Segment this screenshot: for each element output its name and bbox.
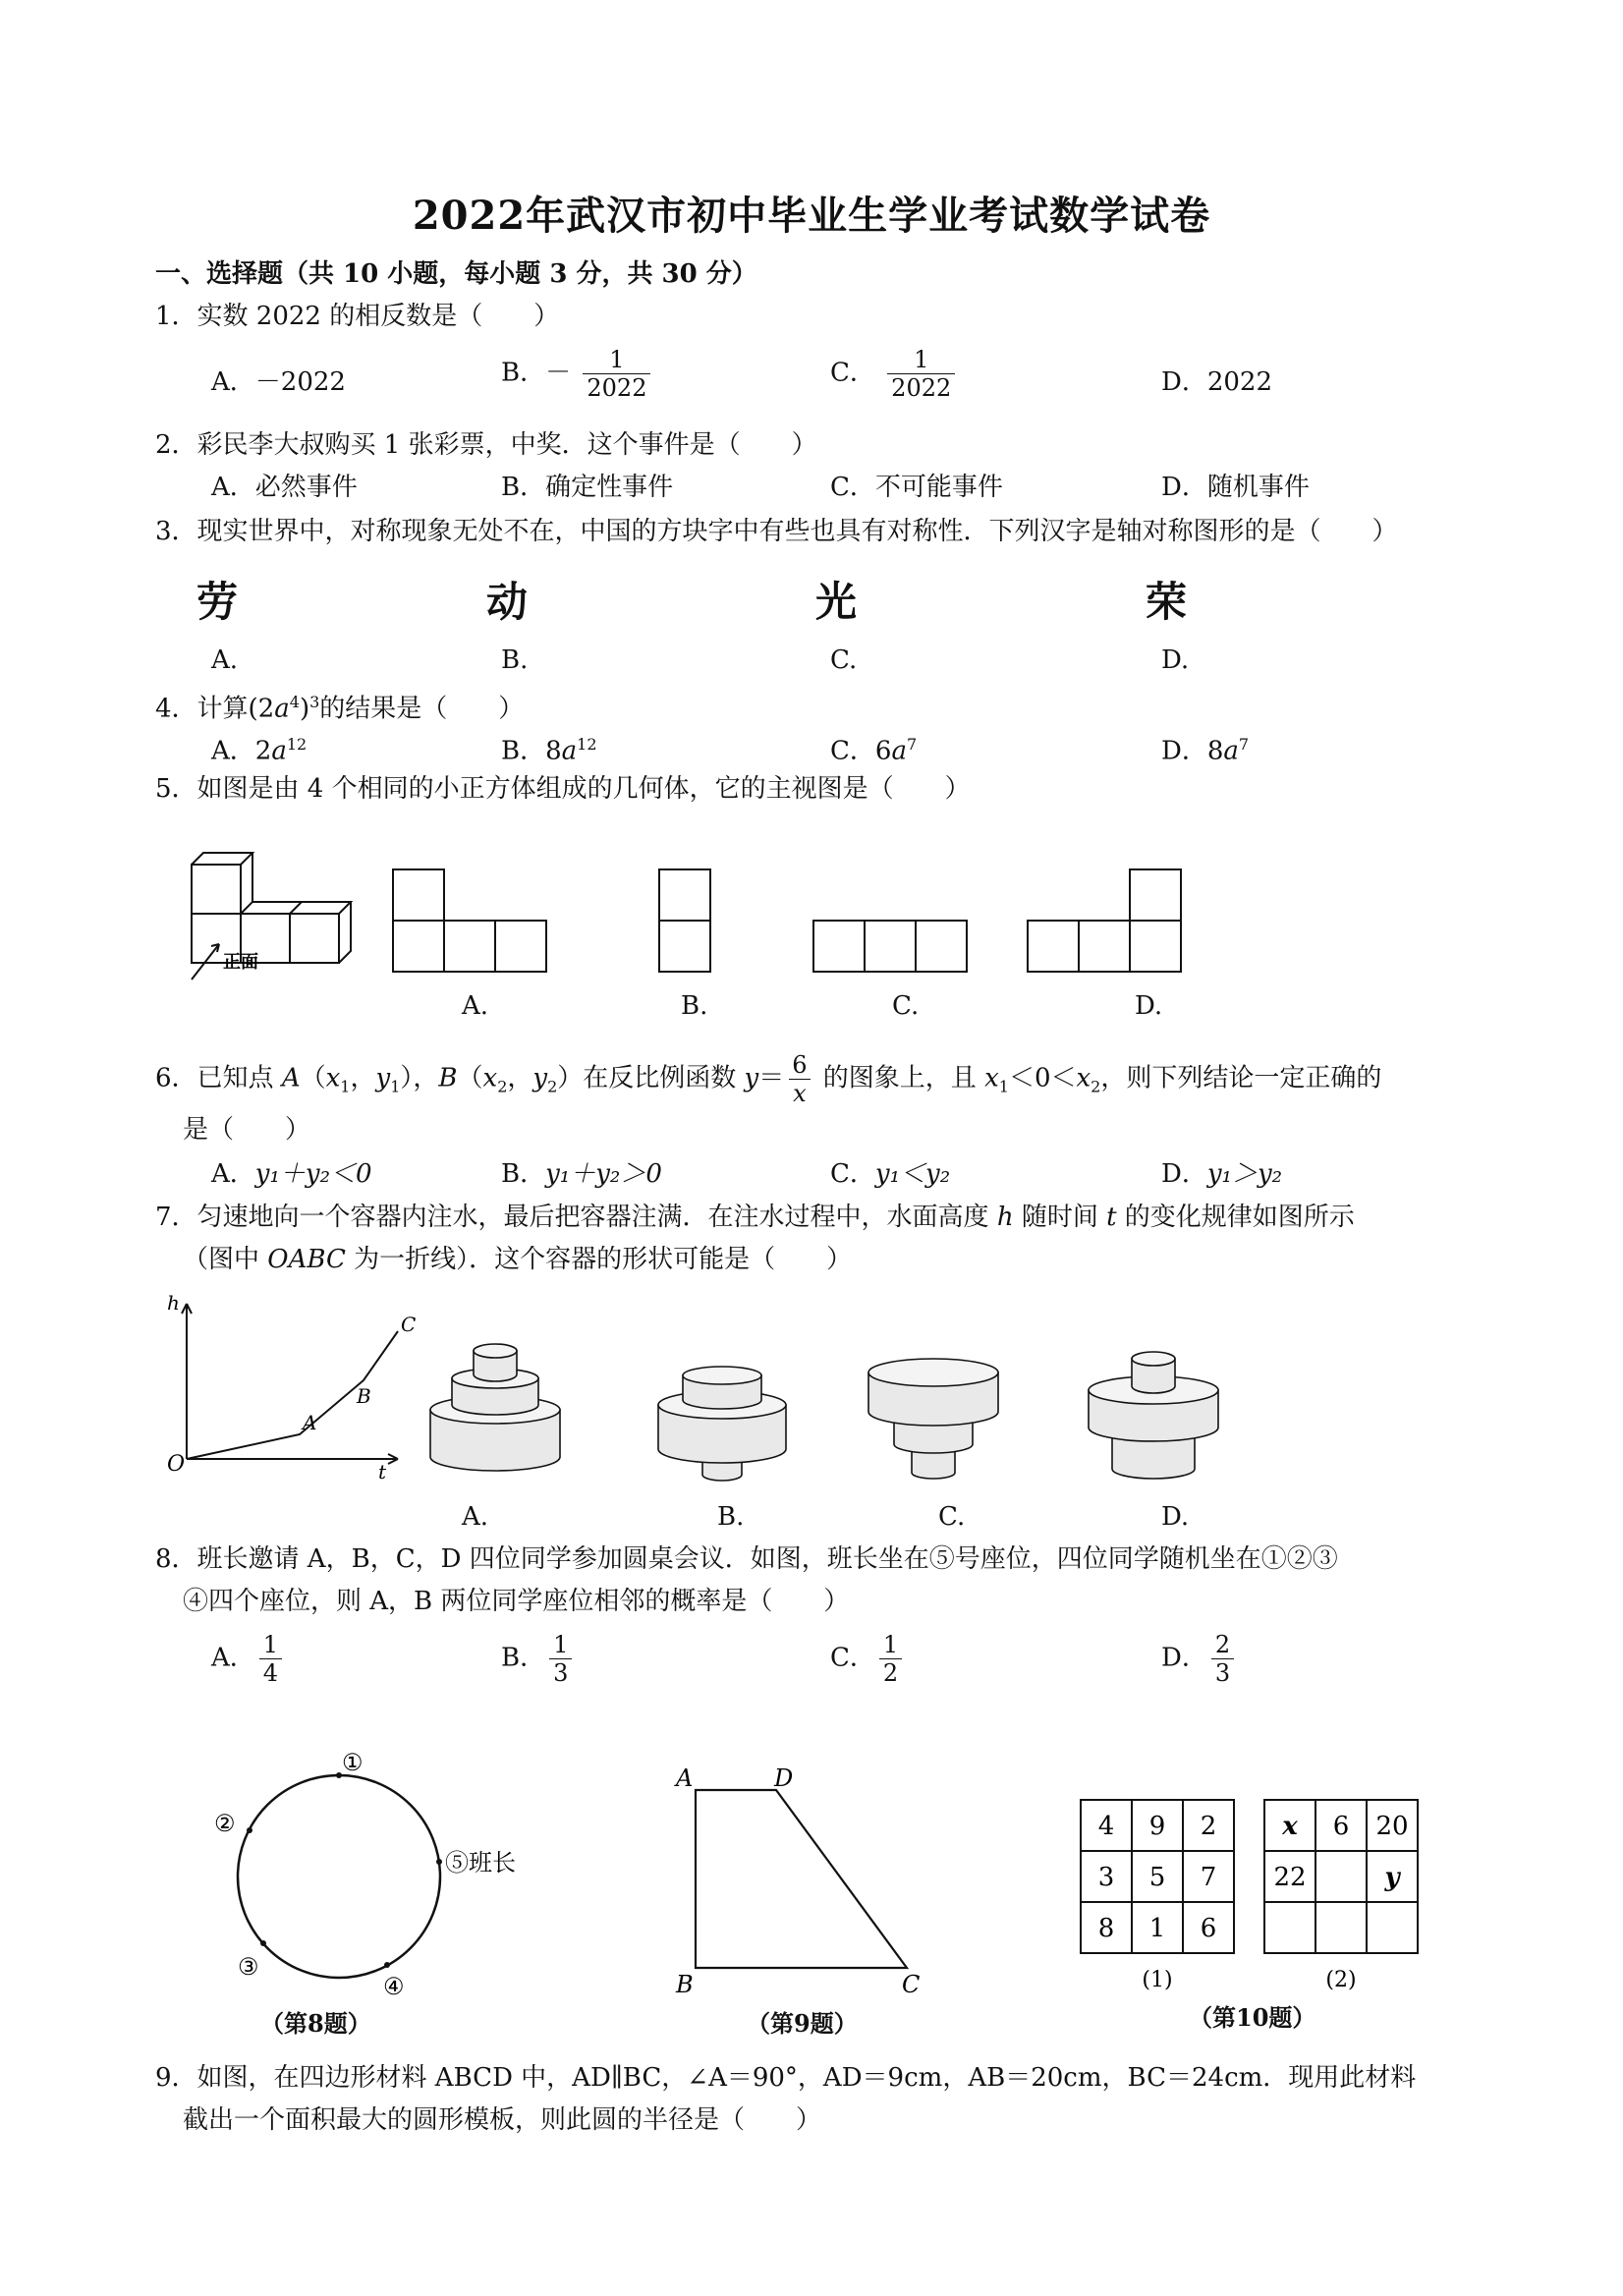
q7-graph <box>167 1291 416 1484</box>
q6-option-b: B．y₁＋y₂＞0 <box>501 1159 662 1189</box>
q3-stem: 3．现实世界中，对称现象无处不在，中国的方块字中有些也具有对称性．下列汉字是轴对称图形的是（ ） <box>155 517 1398 546</box>
seat-1: ① <box>342 1749 364 1776</box>
q8-option-c: C． $\frac{1}{2}$ <box>830 1631 906 1687</box>
q1-c-fraction: $\frac{1}{2022}$ <box>887 346 955 402</box>
svg-text:B: B <box>357 1384 371 1408</box>
grid-cell: 20 <box>1375 1812 1409 1841</box>
q6-stem: 6．已知点 $A(x_1$，$y_1$），$B(x_2$，$y_2$）在反比例函数 y＝ $\frac{6}{x}$ 的图象上，且 $x_1<0<x_2$，则下列结论一定正确的 <box>155 1051 1382 1107</box>
grid-cell: 22 <box>1273 1863 1307 1892</box>
svg-text:h: h <box>167 1291 180 1315</box>
q3-label-c: C. <box>830 645 858 675</box>
q7-label-b: B. <box>717 1502 745 1532</box>
q1-option-a: A．－2022 <box>211 367 346 397</box>
q8-option-d: D． $\frac{2}{3}$ <box>1161 1631 1238 1687</box>
q2-option-d: D．随机事件 <box>1161 473 1310 502</box>
q2-stem: 2．彩民李大叔购买 1 张彩票，中奖．这个事件是（ ） <box>155 430 817 460</box>
q8-option-b: B． $\frac{1}{3}$ <box>501 1631 576 1687</box>
q7-stem-2: （图中 OABC 为一折线）．这个容器的形状可能是（ ） <box>183 1245 853 1274</box>
svg-text:O: O <box>167 1452 186 1477</box>
q3-label-b: B. <box>501 645 529 675</box>
q9-stem-1: 9．如图，在四边形材料 ABCD 中，AD∥BC，∠A＝90°，AD＝9cm，AB＝20cm，BC＝24cm．现用此材料 <box>155 2063 1417 2093</box>
q8-option-a: A． $\frac{1}{4}$ <box>211 1631 286 1687</box>
grid-cell: 8 <box>1097 1914 1115 1943</box>
grid-cell: 1 <box>1148 1914 1166 1943</box>
fig10-label-1: (1) <box>1142 1968 1173 1992</box>
q7-label-a: A. <box>462 1502 489 1532</box>
grid-cell: 4 <box>1097 1812 1115 1841</box>
q7-container-d <box>1089 1352 1218 1479</box>
caption-fig10: （第10题） <box>1189 2003 1316 2032</box>
q2-option-c: C．不可能事件 <box>830 473 1003 502</box>
q1-b-fraction: $\frac{1}{2022}$ <box>583 346 650 402</box>
q3-char-c: 光 <box>815 578 858 626</box>
q7-container-c <box>868 1359 998 1479</box>
caption-fig9: （第9题） <box>747 2009 858 2038</box>
q5-front-label: 正面 <box>223 952 258 973</box>
section-heading: 一、选择题（共 10 小题，每小题 3 分，共 30 分） <box>155 259 757 289</box>
q5-option-d-figure <box>1028 869 1181 972</box>
q1-option-c: C． $\frac{1}{2022}$ <box>830 346 959 402</box>
fig10-label-2: (2) <box>1325 1968 1357 1992</box>
seat-2: ② <box>214 1810 236 1837</box>
grid-cell: x <box>1282 1812 1298 1841</box>
grid-cell: 6 <box>1332 1812 1350 1841</box>
q5-label-d: D. <box>1135 991 1163 1021</box>
q9-stem-2: 截出一个面积最大的圆形模板，则此圆的半径是（ ） <box>183 2105 822 2135</box>
q4-option-a: A．$2a^{12}$ <box>211 735 308 766</box>
q8-stem-1: 8．班长邀请 A，B，C，D 四位同学参加圆桌会议．如图，班长坐在⑤号座位，四位同学随机坐在①②③ <box>155 1544 1338 1574</box>
grid-cell: 3 <box>1097 1863 1115 1892</box>
q4-option-c: C．$6a^7$ <box>830 735 918 766</box>
q3-char-a: 劳 <box>196 578 239 626</box>
figures-row <box>196 1729 1454 2034</box>
q4-option-b: B．$8a^{12}$ <box>501 735 597 766</box>
seat-5: ⑤班长 <box>445 1849 516 1876</box>
svg-text:C: C <box>902 1971 921 1998</box>
q5-option-a-figure <box>393 869 546 972</box>
q5-label-b: B. <box>681 991 708 1021</box>
q5-label-c: C. <box>892 991 920 1021</box>
q5-figures <box>182 820 1213 987</box>
q1-stem: 1．实数 2022 的相反数是（ ） <box>155 302 560 331</box>
fig10-grid1-values <box>1098 1812 1217 1943</box>
q1-option-b: B．－ $\frac{1}{2022}$ <box>501 346 654 402</box>
q6-option-a: A．y₁＋y₂＜0 <box>211 1159 372 1189</box>
q5-option-c-figure <box>813 921 967 972</box>
q5-option-b-figure <box>659 869 710 972</box>
q8-stem-2: ④四个座位，则 A，B 两位同学座位相邻的概率是（ ） <box>183 1587 850 1616</box>
q6-option-c: C．y₁＜y₂ <box>830 1159 951 1189</box>
svg-text:C: C <box>401 1313 417 1336</box>
q2-option-b: B．确定性事件 <box>501 473 674 502</box>
q6-option-d: D．y₁＞y₂ <box>1161 1159 1283 1189</box>
grid-cell: 7 <box>1200 1863 1217 1892</box>
seat-3: ③ <box>238 1953 259 1981</box>
q7-figures <box>157 1282 1258 1508</box>
caption-fig8: （第8题） <box>260 2009 371 2038</box>
q3-label-a: A. <box>211 645 239 675</box>
q7-stem-1: 7．匀速地向一个容器内注水，最后把容器注满．在注水过程中，水面高度 h 随时间 t 的变化规律如图所示 <box>155 1203 1355 1232</box>
q7-container-a <box>430 1344 560 1471</box>
q7-container-b <box>658 1367 786 1481</box>
svg-text:B: B <box>676 1971 694 1998</box>
q3-char-d: 荣 <box>1146 578 1188 626</box>
svg-text:t: t <box>378 1460 387 1484</box>
q7-label-c: C. <box>938 1502 966 1532</box>
grid-cell: 5 <box>1148 1863 1166 1892</box>
q2-option-a: A．必然事件 <box>211 473 358 502</box>
grid-cell: 2 <box>1200 1812 1217 1841</box>
q5-solid-figure <box>192 853 351 980</box>
grid-cell: y <box>1384 1863 1400 1892</box>
grid-cell: 6 <box>1200 1914 1217 1943</box>
q6-stem-cont: 是（ ） <box>183 1115 311 1145</box>
grid-cell: 9 <box>1148 1812 1166 1841</box>
q5-label-a: A. <box>462 991 489 1021</box>
q5-stem: 5．如图是由 4 个相同的小正方体组成的几何体，它的主视图是（ ） <box>155 774 971 804</box>
q1-option-d: D．2022 <box>1161 367 1273 397</box>
q4-stem: 4．计算$(2a^4)^3$的结果是（ ） <box>155 693 525 724</box>
fig9-trapezoid <box>674 1764 920 1998</box>
q6-function-fraction: $\frac{6}{x}$ <box>788 1051 811 1107</box>
q7-label-d: D. <box>1161 1502 1190 1532</box>
exam-title: 2022年武汉市初中毕业生学业考试数学试卷 <box>412 193 1211 239</box>
q3-label-d: D. <box>1161 645 1190 675</box>
q3-char-b: 动 <box>486 578 529 626</box>
svg-text:A: A <box>676 1764 694 1792</box>
seat-4: ④ <box>383 1973 405 2000</box>
svg-text:D: D <box>774 1764 794 1792</box>
svg-text:A: A <box>303 1411 317 1434</box>
fig8-round-table <box>214 1749 516 2000</box>
q4-option-d: D．$8a^7$ <box>1161 735 1250 766</box>
